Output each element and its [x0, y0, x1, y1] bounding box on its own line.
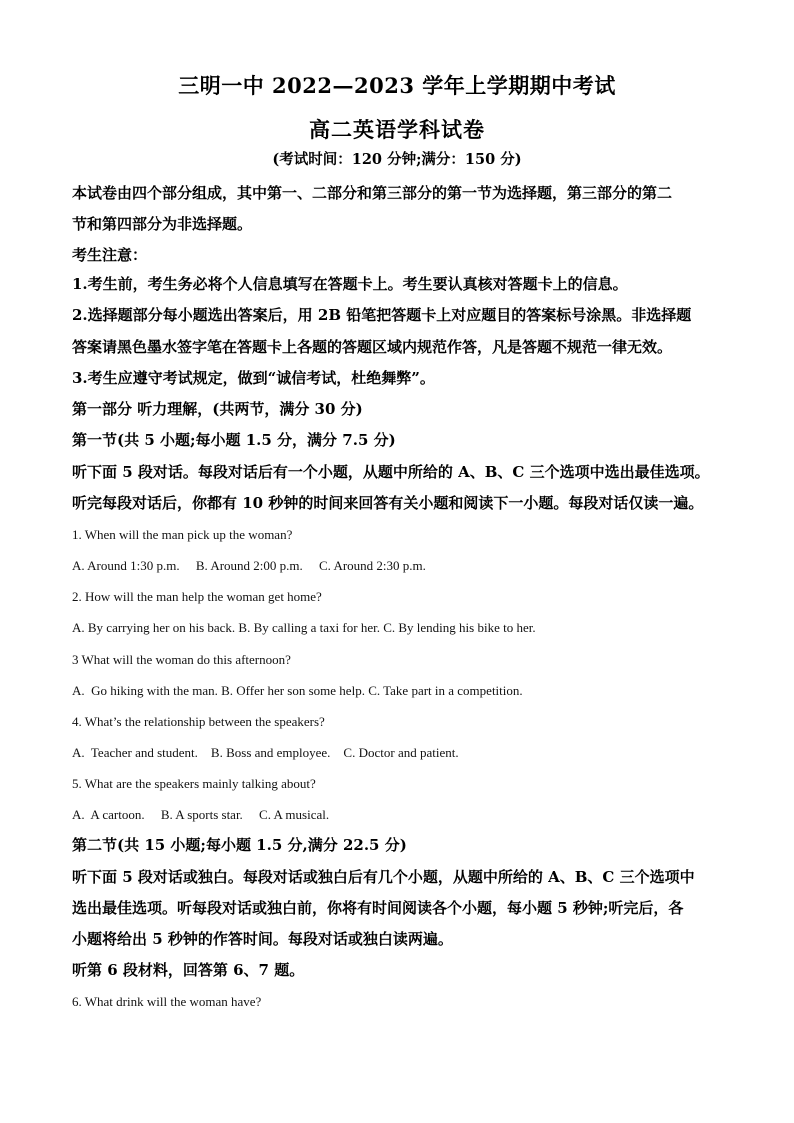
exam-info: (考试时间：120 分钟;满分：150 分) — [272, 151, 522, 168]
question-2-options: A. By carrying her on his back. B. By calling a taxi for her. C. By lending his bike to her. — [72, 620, 536, 635]
question-5-options: A. A cartoon. B. A sports star. C. A musical. — [72, 807, 330, 822]
exam-subject: 高二英语学科试卷 — [309, 117, 485, 142]
question-3: 3 What will the woman do this afternoon? — [72, 652, 291, 667]
intro-line-2: 节和第四部分为非选择题。 — [72, 215, 253, 233]
question-1: 1. When will the man pick up the woman? — [72, 527, 293, 542]
question-5: 5. What are the speakers mainly talking about? — [72, 776, 316, 791]
notice-heading: 考生注意： — [72, 246, 148, 264]
section1-instruction-line-1: 听下面 5 段对话。每段对话后有一个小题，从题中所给的 A、B、C 三个选项中选出最佳选项。 — [72, 463, 710, 481]
section2-instruction-line-1: 听下面 5 段对话或独白。每段对话或独白后有几个小题，从题中所给的 A、B、C 三个选项中 — [72, 868, 695, 886]
part1-heading: 第一部分 听力理解，(共两节，满分 30 分) — [72, 400, 363, 418]
section2-instruction-line-2: 选出最佳选项。听每段对话或独白前，你将有时间阅读各个小题，每小题 5 秒钟;听完后，各 — [72, 899, 684, 917]
section1-instruction-line-2: 听完每段对话后，你都有 10 秒钟的时间来回答有关小题和阅读下一小题。每段对话仅读一遍。 — [72, 494, 704, 512]
question-4: 4. What’s the relationship between the speakers? — [72, 714, 325, 729]
notice-item-1: 1.考生前，考生务必将个人信息填写在答题卡上。考生要认真核对答题卡上的信息。 — [72, 275, 628, 293]
section2-heading: 第二节(共 15 小题;每小题 1.5 分,满分 22.5 分) — [72, 836, 407, 854]
notice-item-3: 3.考生应遵守考试规定，做到“诚信考试，杜绝舞弊”。 — [72, 369, 435, 387]
notice-item-2-line-1: 2.选择题部分每小题选出答案后，用 2B 铅笔把答题卡上对应题目的答案标号涂黑。非选择题 — [72, 306, 692, 324]
section1-heading: 第一节(共 5 小题;每小题 1.5 分，满分 7.5 分) — [72, 431, 396, 449]
notice-item-2-line-2: 答案请黑色墨水签字笔在答题卡上各题的答题区域内规范作答，凡是答题不规范一律无效。 — [72, 338, 673, 356]
section2-instruction-line-3: 小题将给出 5 秒钟的作答时间。每段对话或独白读两遍。 — [72, 930, 453, 948]
question-6: 6. What drink will the woman have? — [72, 994, 262, 1009]
question-3-options: A. Go hiking with the man. B. Offer her son some help. C. Take part in a competition. — [72, 683, 523, 698]
intro-line-1: 本试卷由四个部分组成，其中第一、二部分和第三部分的第一节为选择题，第三部分的第二 — [72, 184, 673, 202]
question-4-options: A. Teacher and student. B. Boss and employee. C. Doctor and patient. — [72, 745, 459, 760]
question-1-options: A. Around 1:30 p.m. B. Around 2:00 p.m. C. Around 2:30 p.m. — [72, 558, 426, 573]
question-2: 2. How will the man help the woman get home? — [72, 589, 322, 604]
material-6-heading: 听第 6 段材料，回答第 6、7 题。 — [72, 961, 305, 979]
exam-title: 三明一中 2022—2023 学年上学期期中考试 — [178, 73, 616, 98]
